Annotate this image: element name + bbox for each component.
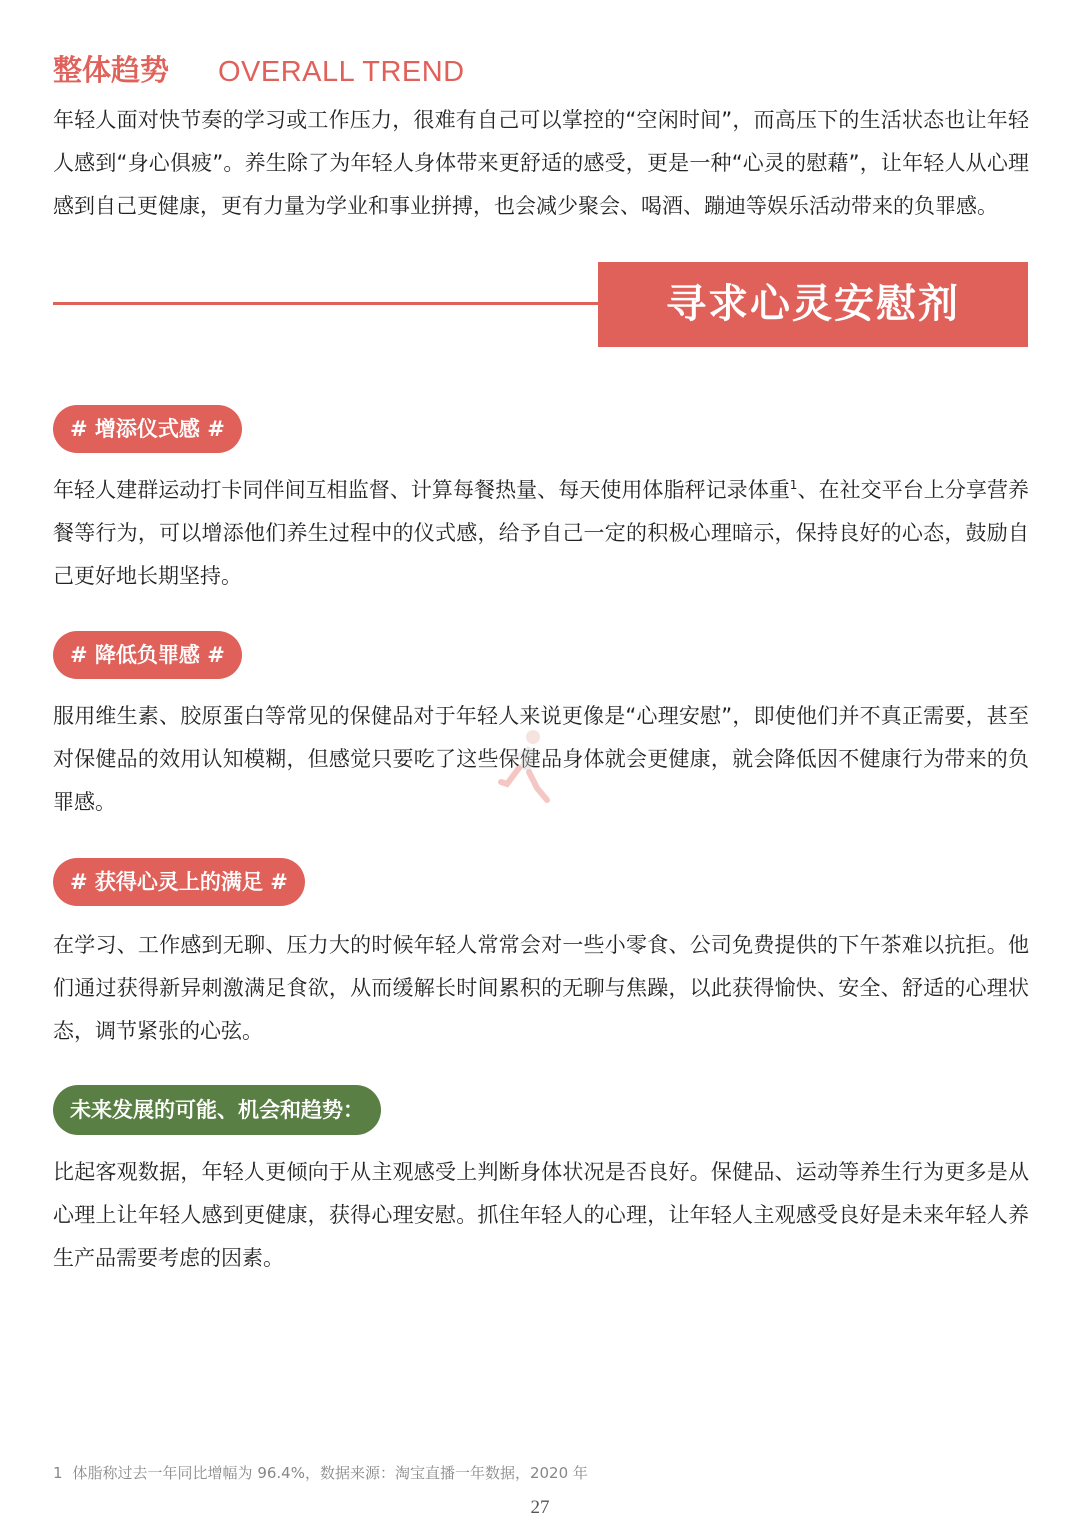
- footnote-ref[interactable]: 1: [789, 478, 798, 492]
- future-paragraph: 比起客观数据，年轻人更倾向于从主观感受上判断身体状况是否良好。保健品、运动等养生行为更多是从心理上让年轻人感到更健康，获得心理安慰。抓住年轻人的心理，让年轻人主观感受良好是未来年轻人养生产品需要考虑的因素。: [53, 1160, 1029, 1270]
- banner-title: 寻求心灵安慰剂: [598, 262, 1028, 347]
- tag-future: 未来发展的可能、机会和趋势：: [53, 1085, 381, 1135]
- ritual-paragraph: [53, 469, 1029, 598]
- page-number: 27: [530, 1497, 550, 1518]
- guilt-paragraph: 服用维生素、胶原蛋白等常见的保健品对于年轻人来说更像是“心理安慰”，即使他们并不真正需要，甚至对保健品的效用认知模糊，但感觉只要吃了这些保健品身体就会更健康，就会降低因不健康行为带来的负罪感。: [53, 704, 1029, 814]
- footnote: [53, 1462, 588, 1484]
- intro-paragraph: 年轻人面对快节奏的学习或工作压力，很难有自己可以掌控的“空闲时间”，而高压下的生活状态也让年轻人感到“身心俱疲”。养生除了为年轻人身体带来更舒适的感受，更是一种“心灵的慰藉”，让年轻人从心理感到自己更健康，更有力量为学业和事业拼搏，也会减少聚会、喝酒、蹦迪等娱乐活动带来的负罪感。: [53, 108, 1029, 218]
- section-title-cn: 整体趋势: [53, 53, 170, 87]
- footnote-number: 1: [53, 1464, 63, 1482]
- footnote-text: 体脂称过去一年同比增幅为 96.4%，数据来源：淘宝直播一年数据，2020 年: [72, 1464, 588, 1482]
- tag-satisfaction: # 获得心灵上的满足 #: [53, 858, 305, 906]
- ritual-text-before: 年轻人建群运动打卡同伴间互相监督、计算每餐热量、每天使用体脂秤记录体重: [53, 478, 790, 502]
- banner-divider-line: [53, 302, 601, 305]
- tag-guilt: # 降低负罪感 #: [53, 631, 242, 679]
- runner-watermark-icon: [497, 728, 553, 808]
- tag-ritual: # 增添仪式感 #: [53, 405, 242, 453]
- section-title-en: OVERALL TREND: [218, 56, 465, 88]
- satisfaction-paragraph: 在学习、工作感到无聊、压力大的时候年轻人常常会对一些小零食、公司免费提供的下午茶难以抗拒。他们通过获得新异刺激满足食欲，从而缓解长时间累积的无聊与焦躁，以此获得愉快、安全、舒适的心理状态，调节紧张的心弦。: [53, 933, 1029, 1043]
- ritual-text-after: 、在社交平台上分享营养餐等行为，可以增添他们养生过程中的仪式感，给予自己一定的积极心理暗示，保持良好的心态，鼓励自己更好地长期坚持。: [53, 478, 1030, 588]
